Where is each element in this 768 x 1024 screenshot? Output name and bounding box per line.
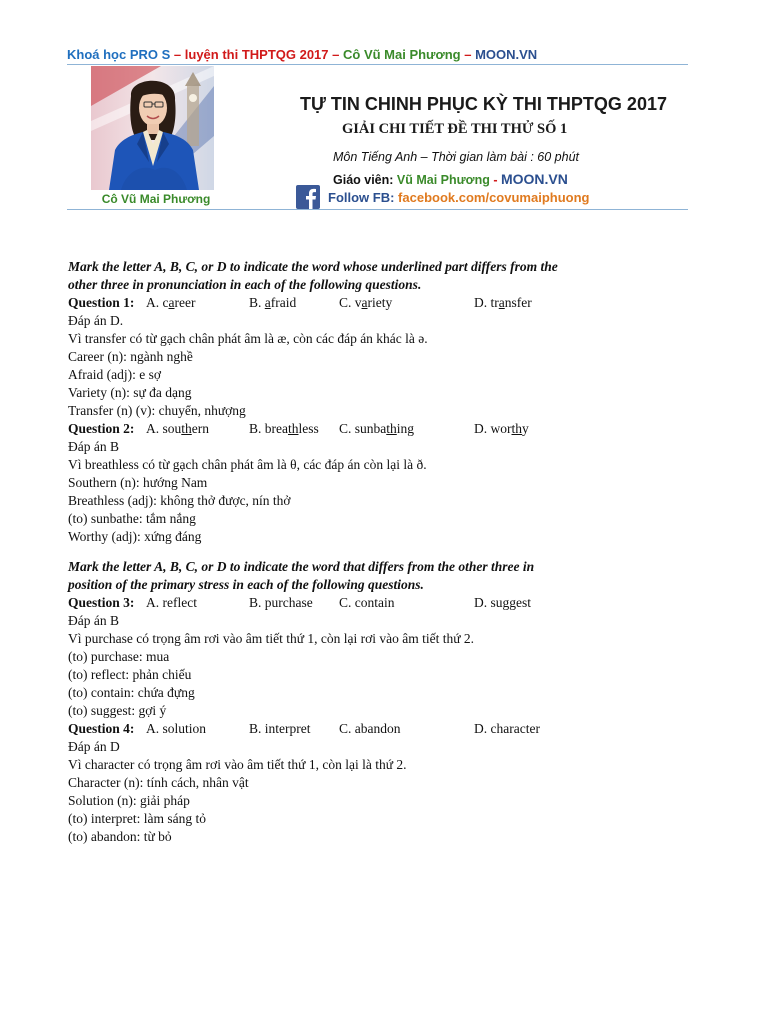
- vocab-line: Southern (n): hướng Nam: [68, 475, 208, 490]
- title-divider: [67, 209, 688, 210]
- vocab-line: Transfer (n) (v): chuyển, nhượng: [68, 403, 246, 418]
- vocab-line: Character (n): tính cách, nhân vật: [68, 775, 249, 790]
- option-b: B. breathless: [249, 421, 319, 436]
- section1-instruction: Mark the letter A, B, C, or D to indicate the word whose underlined part differs from the: [68, 259, 558, 274]
- option-c: C. sunbathing: [339, 421, 415, 436]
- teacher-name: Vũ Mai Phương: [396, 173, 490, 187]
- answer-key: Đáp án D.: [68, 313, 124, 328]
- option-a: A. solution: [146, 721, 207, 736]
- page-title: TỰ TIN CHINH PHỤC KỲ THI THPTQG 2017: [300, 94, 667, 114]
- answer-content: [68, 258, 688, 846]
- option-d: D. worthy: [474, 421, 529, 436]
- facebook-link[interactable]: facebook.com/covumaiphuong: [398, 189, 590, 205]
- explanation: Vì character có trọng âm rơi vào âm tiết thứ 1, còn lại là thứ 2.: [68, 757, 407, 772]
- question-2: [68, 420, 688, 438]
- option-a: A. career: [146, 295, 196, 310]
- option-c: C. abandon: [339, 721, 401, 736]
- option-b: B. interpret: [249, 721, 311, 736]
- answer-key: Đáp án D: [68, 739, 120, 754]
- vocab-line: (to) suggest: gợi ý: [68, 703, 167, 718]
- option-a: A. southern: [146, 421, 210, 436]
- course-name: Khoá học PRO S: [67, 47, 171, 62]
- vocab-line: Worthy (adj): xứng đáng: [68, 529, 202, 544]
- explanation: Vì breathless có từ gạch chân phát âm là θ, các đáp án còn lại là ð.: [68, 457, 427, 472]
- vocab-line: (to) contain: chứa đựng: [68, 685, 195, 700]
- answer-key: Đáp án B: [68, 613, 119, 628]
- vocab-line: (to) purchase: mua: [68, 649, 170, 664]
- explanation: Vì transfer có từ gạch chân phát âm là æ, còn các đáp án khác là ə.: [68, 331, 428, 346]
- page-subtitle: GIẢI CHI TIẾT ĐỀ THI THỬ SỐ 1: [342, 121, 568, 137]
- teacher-site: MOON.VN: [500, 171, 568, 187]
- question-label: Question 2:: [68, 421, 135, 436]
- option-d: D. suggest: [474, 595, 531, 610]
- teacher-line: Giáo viên: Vũ Mai Phương - MOON.VN: [333, 171, 568, 187]
- question-label: Question 1:: [68, 295, 135, 310]
- question-label: Question 4:: [68, 721, 135, 736]
- vocab-line: Solution (n): giải pháp: [68, 793, 190, 808]
- site-name: MOON.VN: [475, 47, 538, 62]
- vocab-line: Career (n): ngành nghề: [68, 349, 193, 364]
- section1-instruction: other three in pronunciation in each of the following questions.: [68, 277, 422, 292]
- vocab-line: Breathless (adj): không thở được, nín thở: [68, 493, 291, 508]
- vocab-line: (to) sunbathe: tắm nắng: [68, 511, 196, 526]
- section2-instruction: position of the primary stress in each of the following questions.: [68, 577, 424, 592]
- question-1: [68, 294, 688, 312]
- vocab-line: (to) interpret: làm sáng tỏ: [68, 811, 206, 826]
- option-c: C. contain: [339, 595, 395, 610]
- vocab-line: (to) reflect: phản chiếu: [68, 667, 192, 682]
- teacher-short-name: Cô Vũ Mai Phương: [343, 47, 461, 62]
- option-b: B. purchase: [249, 595, 313, 610]
- photo-caption: Cô Vũ Mai Phương: [101, 192, 211, 206]
- exam-name: luyện thi THPTQG 2017: [184, 47, 329, 62]
- option-d: D. character: [474, 721, 540, 736]
- option-a: A. reflect: [146, 595, 197, 610]
- option-b: B. afraid: [249, 295, 297, 310]
- vocab-line: Afraid (adj): e sợ: [68, 367, 161, 382]
- course-header: Khoá học PRO S – luyện thi THPTQG 2017 – Cô Vũ Mai Phương – MOON.VN: [67, 47, 538, 62]
- section2-instruction: Mark the letter A, B, C, or D to indicate the word that differs from the other three in: [68, 559, 535, 574]
- option-d: D. transfer: [474, 295, 532, 310]
- teacher-photo: [91, 66, 214, 190]
- facebook-icon: [296, 185, 320, 209]
- question-3: [68, 594, 688, 612]
- explanation: Vì purchase có trọng âm rơi vào âm tiết thứ 1, còn lại rơi vào âm tiết thứ 2.: [68, 631, 475, 646]
- header-divider: [67, 64, 688, 65]
- vocab-line: (to) abandon: từ bỏ: [68, 829, 172, 844]
- answer-key: Đáp án B: [68, 439, 119, 454]
- question-label: Question 3:: [68, 595, 135, 610]
- question-4: [68, 720, 688, 738]
- option-c: C. variety: [339, 295, 393, 310]
- follow-facebook: Follow FB: facebook.com/covumaiphuong: [296, 184, 589, 210]
- exam-subject: Môn Tiếng Anh – Thời gian làm bài : 60 phút: [333, 150, 580, 164]
- vocab-line: Variety (n): sự đa dạng: [68, 385, 192, 400]
